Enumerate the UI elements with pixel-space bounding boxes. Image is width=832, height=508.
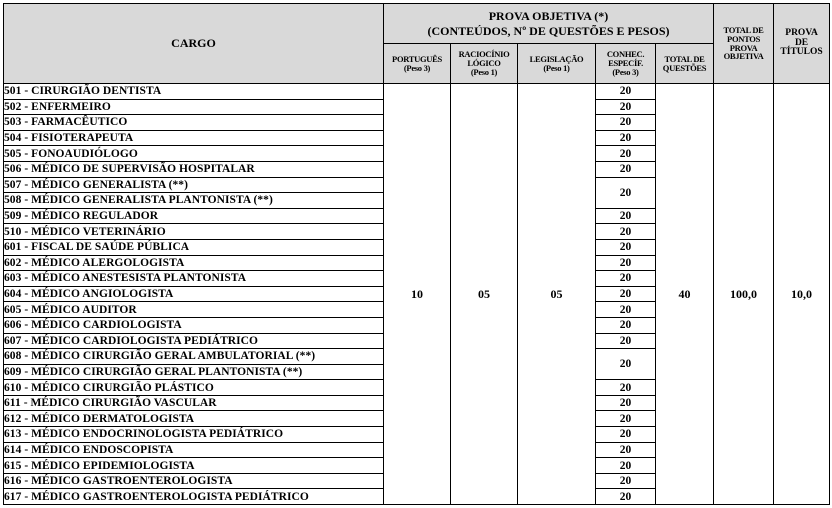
cargo-cell: 617 - MÉDICO GASTROENTEROLOGISTA PEDIÁTRICO — [4, 489, 384, 505]
conhec-especif-cell: 20 — [596, 255, 656, 271]
conhec-especif-cell: 20 — [596, 146, 656, 162]
cargo-cell: 602 - MÉDICO ALERGOLOGISTA — [4, 255, 384, 271]
portugues-header: PORTUGUÊS (Peso 3) — [384, 44, 451, 84]
conhec-especif-cell: 20 — [596, 239, 656, 255]
conhec-especif-cell: 20 — [596, 395, 656, 411]
cargo-cell: 608 - MÉDICO CIRURGIÃO GERAL AMBULATORIAL (**) — [4, 349, 384, 365]
prova-titulos-header: PROVA DE TÍTULOS — [774, 4, 830, 84]
cargo-cell: 603 - MÉDICO ANESTESISTA PLANTONISTA — [4, 271, 384, 287]
cargo-cell: 613 - MÉDICO ENDOCRINOLOGISTA PEDIÁTRICO — [4, 427, 384, 443]
conhec-especif-cell: 20 — [596, 161, 656, 177]
table-body — [4, 84, 830, 505]
conhec-especif-cell: 20 — [596, 271, 656, 287]
conhec-especif-cell: 20 — [596, 349, 656, 380]
conhec-especif-cell: 20 — [596, 130, 656, 146]
conhec-especif-cell: 20 — [596, 473, 656, 489]
cargo-cell: 507 - MÉDICO GENERALISTA (**) — [4, 177, 384, 193]
cargo-cell: 615 - MÉDICO EPIDEMIOLOGISTA — [4, 458, 384, 474]
conhec-especif-cell: 20 — [596, 99, 656, 115]
cargo-cell: 510 - MÉDICO VETERINÁRIO — [4, 224, 384, 240]
conhec-especif-header: CONHEC. ESPECÍF. (Peso 3) — [596, 44, 656, 84]
cargo-cell: 503 - FARMACÊUTICO — [4, 115, 384, 131]
cargo-cell: 606 - MÉDICO CARDIOLOGISTA — [4, 317, 384, 333]
cargo-cell: 611 - MÉDICO CIRURGIÃO VASCULAR — [4, 395, 384, 411]
raciocinio-cell: 05 — [451, 84, 518, 505]
total-questoes-header: TOTAL DE QUESTÕES — [656, 44, 714, 84]
prova-titulos-cell: 10,0 — [774, 84, 830, 505]
cargo-cell: 505 - FONOAUDIÓLOGO — [4, 146, 384, 162]
conhec-especif-cell: 20 — [596, 333, 656, 349]
cargo-cell: 504 - FISIOTERAPEUTA — [4, 130, 384, 146]
prova-objetiva-title: PROVA OBJETIVA (*) — [488, 8, 609, 23]
conhec-especif-cell: 20 — [596, 224, 656, 240]
conhec-especif-cell: 20 — [596, 177, 656, 208]
prova-objetiva-subtitle: (CONTEÚDOS, Nº DE QUESTÕES E PESOS) — [427, 23, 670, 38]
total-pontos-cell: 100,0 — [714, 84, 774, 505]
cargo-cell: 506 - MÉDICO DE SUPERVISÃO HOSPITALAR — [4, 161, 384, 177]
cargo-cell: 610 - MÉDICO CIRURGIÃO PLÁSTICO — [4, 380, 384, 396]
conhec-especif-cell: 20 — [596, 458, 656, 474]
conhec-especif-cell: 20 — [596, 317, 656, 333]
conhec-especif-cell: 20 — [596, 489, 656, 505]
table-row — [4, 84, 830, 100]
cargo-cell: 605 - MÉDICO AUDITOR — [4, 302, 384, 318]
prova-objetiva-header — [384, 4, 714, 44]
conhec-especif-cell: 20 — [596, 115, 656, 131]
conhec-especif-cell: 20 — [596, 302, 656, 318]
cargo-cell: 616 - MÉDICO GASTROENTEROLOGISTA — [4, 473, 384, 489]
conhec-especif-cell: 20 — [596, 411, 656, 427]
cargo-cell: 609 - MÉDICO CIRURGIÃO GERAL PLANTONISTA (**) — [4, 364, 384, 380]
legislacao-cell: 05 — [518, 84, 596, 505]
cargo-cell: 604 - MÉDICO ANGIOLOGISTA — [4, 286, 384, 302]
conhec-especif-cell: 20 — [596, 208, 656, 224]
cargo-cell: 607 - MÉDICO CARDIOLOGISTA PEDIÁTRICO — [4, 333, 384, 349]
raciocinio-header: RACIOCÍNIO LÓGICO (Peso 1) — [451, 44, 518, 84]
conhec-especif-cell: 20 — [596, 84, 656, 100]
table-header — [4, 4, 830, 84]
cargo-cell: 502 - ENFERMEIRO — [4, 99, 384, 115]
portugues-cell: 10 — [384, 84, 451, 505]
conhec-especif-cell: 20 — [596, 380, 656, 396]
total-questoes-cell: 40 — [656, 84, 714, 505]
cargo-cell: 612 - MÉDICO DERMATOLOGISTA — [4, 411, 384, 427]
conhec-especif-cell: 20 — [596, 286, 656, 302]
exam-structure-table — [3, 3, 830, 505]
cargo-cell: 601 - FISCAL DE SAÚDE PÚBLICA — [4, 239, 384, 255]
conhec-especif-cell: 20 — [596, 442, 656, 458]
conhec-especif-cell: 20 — [596, 427, 656, 443]
cargo-cell: 614 - MÉDICO ENDOSCOPISTA — [4, 442, 384, 458]
cargo-cell: 508 - MÉDICO GENERALISTA PLANTONISTA (**) — [4, 193, 384, 209]
cargo-cell: 509 - MÉDICO REGULADOR — [4, 208, 384, 224]
document-page — [3, 3, 830, 505]
cargo-cell: 501 - CIRURGIÃO DENTISTA — [4, 84, 384, 100]
total-pontos-header: TOTAL DE PONTOS PROVA OBJETIVA — [714, 4, 774, 84]
cargo-header: CARGO — [4, 4, 384, 84]
legislacao-header: LEGISLAÇÃO (Peso 1) — [518, 44, 596, 84]
